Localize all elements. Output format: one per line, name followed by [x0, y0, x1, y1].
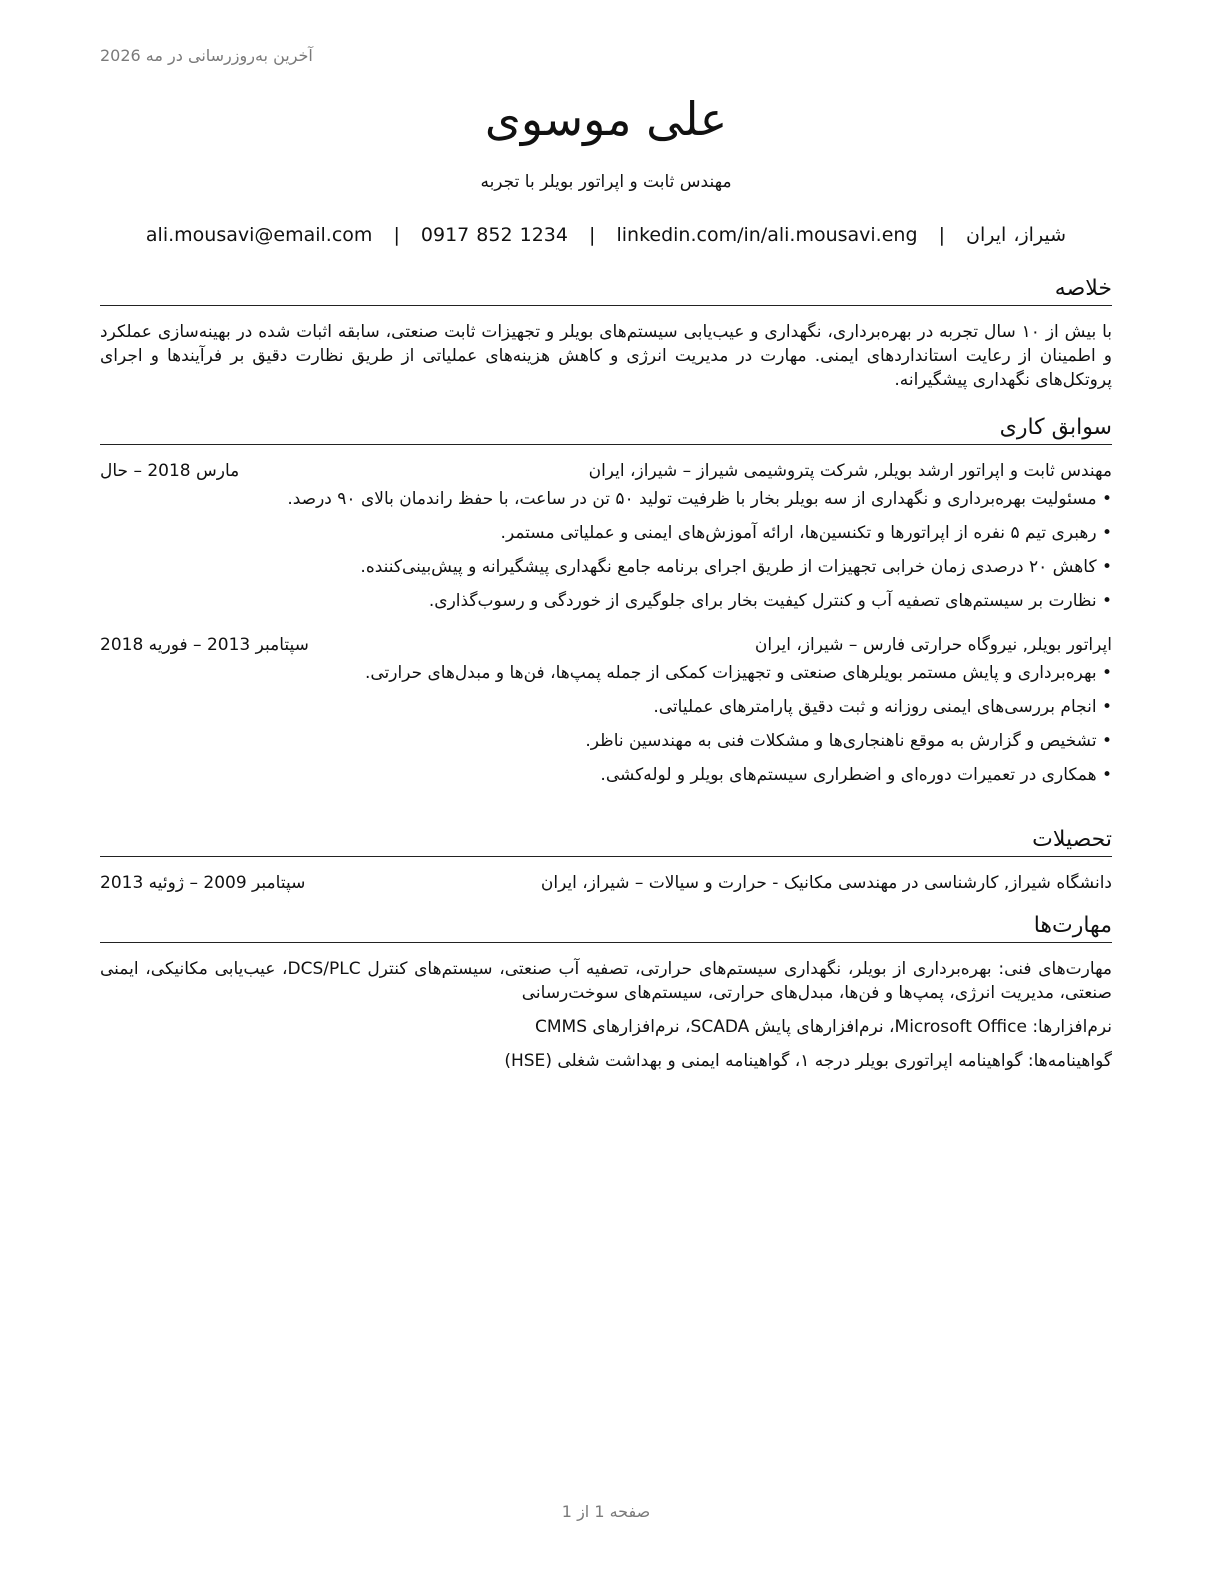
list-item: • نظارت بر سیستم‌های تصفیه آب و کنترل کیفیت بخار برای جلوگیری از خوردگی و رسوب‌گذاری. — [100, 589, 1112, 613]
job-bullets — [100, 661, 1112, 787]
contact-email[interactable]: ali.mousavi@email.com — [145, 224, 373, 246]
skills-certificates: گواهینامه‌ها: گواهینامه اپراتوری بویلر درجه ۱، گواهینامه ایمنی و بهداشت شغلی (HSE) — [504, 1051, 1112, 1071]
job-heading — [100, 459, 1112, 483]
contact-location: شیراز، ایران — [966, 224, 1067, 246]
last-updated: آخرین به‌روزرسانی در مه 2026 — [100, 46, 313, 65]
skills-section — [100, 911, 1112, 1073]
contact-line — [100, 224, 1112, 246]
person-name: علی موسوی — [484, 92, 728, 146]
education-heading — [100, 871, 1112, 895]
job-subtitle: مهندس ثابت و اپراتور بویلر با تجربه — [480, 172, 732, 192]
education-title: تحصیلات — [100, 825, 1112, 857]
list-item: • مسئولیت بهره‌برداری و نگهداری از سه بویلر بخار با ظرفیت تولید ۵۰ تن در ساعت، با حفظ راندمان بالای ۹۰ درصد. — [100, 487, 1112, 511]
list-item: • تشخیص و گزارش به موقع ناهنجاری‌ها و مشکلات فنی به مهندسین ناظر. — [100, 729, 1112, 753]
job-dates: مارس 2018 – حال — [100, 461, 240, 481]
list-item: • بهره‌برداری و پایش مستمر بویلرهای صنعتی و تجهیزات کمکی از جمله پمپ‌ها، فن‌ها و مبدل‌های حرارتی. — [100, 661, 1112, 685]
job-heading — [100, 633, 1112, 657]
list-item: • همکاری در تعمیرات دوره‌ای و اضطراری سیستم‌های بویلر و لوله‌کشی. — [100, 763, 1112, 787]
education-dates: سپتامبر 2009 – ژوئیه 2013 — [100, 873, 306, 893]
page-number: صفحه 1 از 1 — [561, 1502, 651, 1521]
summary-title: خلاصه — [100, 274, 1112, 306]
job-title: مهندس ثابت و اپراتور ارشد بویلر, شرکت پتروشیمی شیراز – شیراز، ایران — [588, 461, 1112, 481]
contact-separator: | — [938, 224, 945, 246]
list-item: • کاهش ۲۰ درصدی زمان خرابی تجهیزات از طریق اجرای برنامه جامع نگهداری پیشگیرانه و پیش‌بینی‌کننده. — [100, 555, 1112, 579]
job-title: اپراتور بویلر, نیروگاه حرارتی فارس – شیراز، ایران — [754, 635, 1112, 655]
contact-linkedin[interactable]: linkedin.com/in/ali.mousavi.eng — [616, 224, 918, 246]
skills-software: نرم‌افزارها: Microsoft Office، نرم‌افزارهای پایش SCADA، نرم‌افزارهای CMMS — [535, 1017, 1112, 1037]
contact-phone[interactable]: 0917 852 1234 — [420, 224, 568, 246]
experience-title: سوابق کاری — [100, 413, 1112, 445]
skills-title: مهارت‌ها — [100, 911, 1112, 943]
resume-page — [100, 0, 1112, 1584]
list-item: • انجام بررسی‌های ایمنی روزانه و ثبت دقیق پارامترهای عملیاتی. — [100, 695, 1112, 719]
summary-section — [100, 274, 1112, 392]
job-bullets — [100, 487, 1112, 613]
contact-separator: | — [589, 224, 596, 246]
contact-separator: | — [393, 224, 400, 246]
skills-technical: مهارت‌های فنی: بهره‌برداری از بویلر، نگهداری سیستم‌های حرارتی، تصفیه آب صنعتی، سیستم‌های کنترل DCS/PLC، عیب‌یابی مکانیکی، ایمنی صنعتی، مدیریت انرژی، پمپ‌ها و فن‌ها، مبدل‌های حرارتی، سیستم‌های سوخت‌رسانی — [100, 959, 1113, 1003]
experience-section — [100, 413, 1112, 797]
job-dates: سپتامبر 2013 – فوریه 2018 — [100, 635, 309, 655]
education-section — [100, 825, 1112, 895]
education-degree: دانشگاه شیراز, کارشناسی در مهندسی مکانیک - حرارت و سیالات – شیراز، ایران — [540, 873, 1112, 893]
list-item: • رهبری تیم ۵ نفره از اپراتورها و تکنسین‌ها، ارائه آموزش‌های ایمنی و عملیاتی مستمر. — [100, 521, 1112, 545]
summary-text: با بیش از ۱۰ سال تجربه در بهره‌برداری، نگهداری و عیب‌یابی سیستم‌های بویلر و تجهیزات ثابت صنعتی، سابقه اثبات شده در بهینه‌سازی عملکرد و اطمینان از رعایت استانداردهای ایمنی. مهارت در مدیریت انرژی و کاهش هزینه‌های عملیاتی از طریق نظارت دقیق بر فرآیندها و اجرای پروتکل‌های نگهداری پیشگیرانه. — [100, 322, 1112, 390]
